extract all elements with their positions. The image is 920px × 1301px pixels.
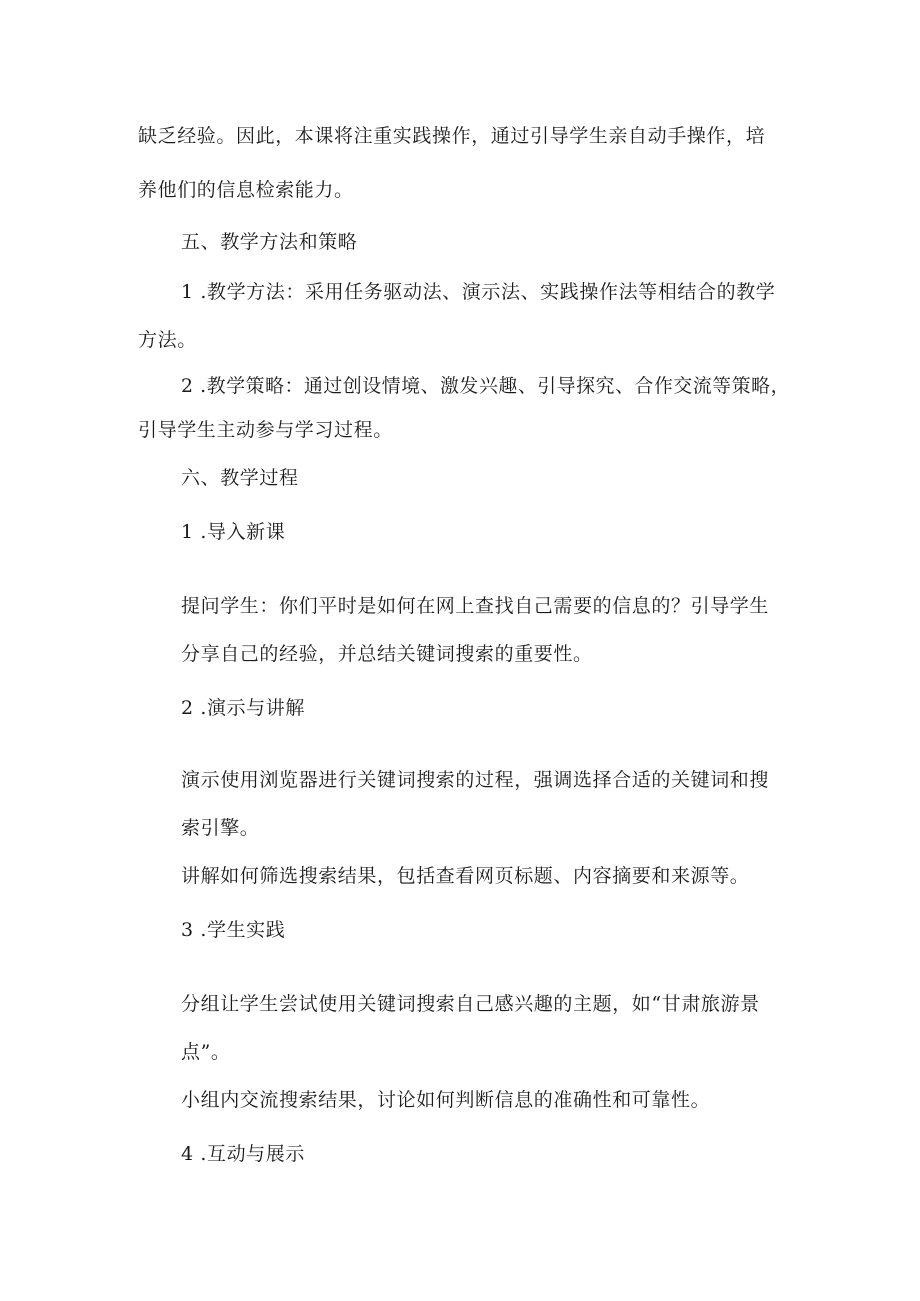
text-line: 索引擎。	[181, 817, 260, 839]
section-heading: 六、教学过程	[181, 467, 299, 489]
text-line: 讲解如何筛选搜索结果，包括查看网页标题、内容摘要和来源等。	[181, 865, 750, 887]
subsection-heading: 1 .导入新课	[181, 521, 286, 543]
text-line: 1 .教学方法：采用任务驱动法、演示法、实践操作法等相结合的教学	[181, 281, 776, 303]
section-heading: 五、教学方法和策略	[181, 231, 358, 253]
text-line: 点”。	[181, 1041, 231, 1063]
text-line: 方法。	[138, 329, 197, 351]
subsection-heading: 2 .演示与讲解	[181, 697, 305, 719]
text-line: 缺乏经验。因此，本课将注重实践操作，通过引导学生亲自动手操作，培	[138, 125, 766, 147]
text-line: 分组让学生尝试使用关键词搜索自己感兴趣的主题，如“甘肃旅游景	[181, 993, 760, 1015]
text-line: 2 .教学策略：通过创设情境、激发兴趣、引导探究、合作交流等策略，	[181, 375, 791, 397]
text-line: 小组内交流搜索结果，讨论如何判断信息的准确性和可靠性。	[181, 1089, 711, 1111]
text-line: 演示使用浏览器进行关键词搜索的过程，强调选择合适的关键词和搜	[181, 769, 770, 791]
text-line: 分享自己的经验，并总结关键词搜索的重要性。	[181, 643, 593, 665]
subsection-heading: 4 .互动与展示	[181, 1143, 305, 1165]
subsection-heading: 3 .学生实践	[181, 919, 286, 941]
text-line: 养他们的信息检索能力。	[138, 179, 354, 201]
text-line: 引导学生主动参与学习过程。	[138, 419, 393, 441]
text-line: 提问学生：你们平时是如何在网上查找自己需要的信息的？引导学生	[181, 595, 770, 617]
